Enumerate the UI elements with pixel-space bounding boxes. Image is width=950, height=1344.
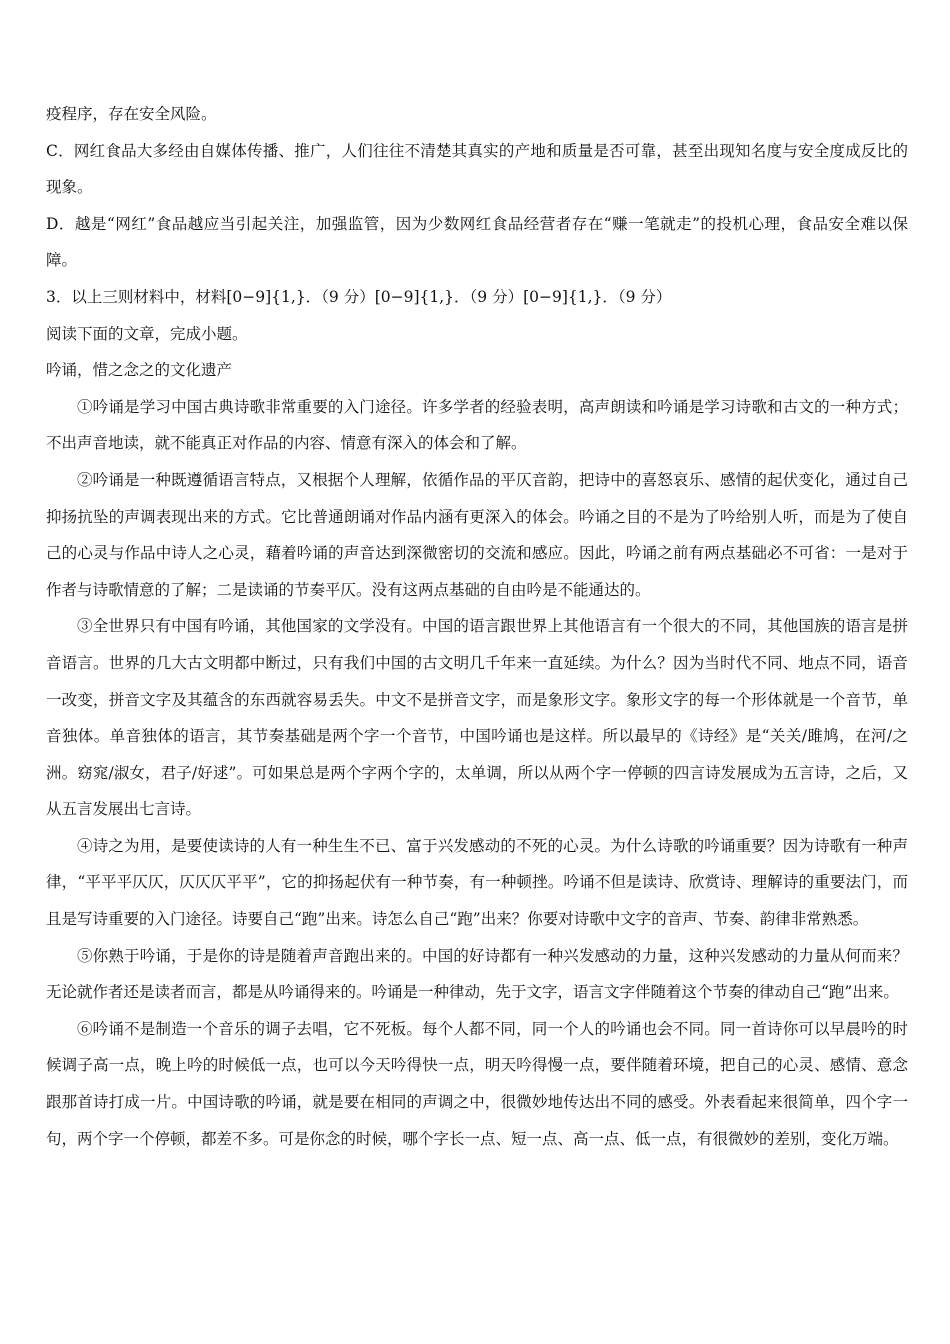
document-page [46, 96, 908, 1157]
article-paragraph-3: ③全世界只有中国有吟诵，其他国家的文学没有。中国的语言跟世界上其他语言有一个很大的不同，其他国族的语言是拼音语言。世界的几大古文明都中断过，只有我们中国的古文明几千年来一直延续。为什么？因为当时代不同、地点不同，语音一改变，拼音文字及其蕴含的东西就容易丢失。中文不是拼音文字，而是象形文字。象形文字的每一个形体就是一个音节，单音独体。单音独体的语言，其节奏基础是两个字一个音节，中国吟诵也是这样。所以最早的《诗经》是“关关/雎鸠，在河/之洲。窈窕/淑女，君子/好逑”。可如果总是两个字两个字的，太单调，所以从两个字一停顿的四言诗发展成为五言诗，之后，又从五言发展出七言诗。 [46, 617, 908, 819]
article-paragraph-1: ①吟诵是学习中国古典诗歌非常重要的入门途径。许多学者的经验表明，高声朗读和吟诵是学习诗歌和古文的一种方式；不出声音地读，就不能真正对作品的内容、情意有深入的体会和了解。 [46, 397, 908, 453]
article-paragraph-6: ⑥吟诵不是制造一个音乐的调子去唱，它不死板。每个人都不同，同一个人的吟诵也会不同。同一首诗你可以早晨吟的时候调子高一点，晚上吟的时候低一点，也可以今天吟得快一点，明天吟得慢一点，要伴随着环境，把自己的心灵、感情、意念跟那首诗打成一片。中国诗歌的吟诵，就是要在相同的声调之中，很微妙地传达出不同的感受。外表看起来很简单，四个字一句，两个字一个停顿，都差不多。可是你念的时候，哪个字长一点、短一点、高一点、低一点，有很微妙的差别，变化万端。 [46, 1019, 908, 1148]
option-c: C．网红食品大多经由自媒体传播、推广，人们往往不清楚其真实的产地和质量是否可靠，甚至出现知名度与安全度成反比的现象。 [46, 141, 908, 197]
option-b-tail: 疫程序，存在安全风险。 [46, 105, 217, 123]
option-d: D．越是“网红”食品越应当引起关注，加强监管，因为少数网红食品经营者存在“赚一笔就走”的投机心理，食品安全难以保障。 [46, 214, 908, 270]
reading-instruction: 阅读下面的文章，完成小题。 [46, 324, 248, 343]
article-paragraph-5: ⑤你熟于吟诵，于是你的诗是随着声音跑出来的。中国的好诗都有一种兴发感动的力量，这种兴发感动的力量从何而来？无论就作者还是读者而言，都是从吟诵得来的。吟诵是一种律动，先于文字，语言文字伴随着这个节奏的律动自己“跑”出来。 [46, 946, 908, 1002]
article-title: 吟诵，惜之念之的文化遗产 [46, 361, 233, 380]
article-paragraph-4: ④诗之为用，是要使读诗的人有一种生生不已、富于兴发感动的不死的心灵。为什么诗歌的吟诵重要？因为诗歌有一种声律，“平平平仄仄，仄仄仄平平”，它的抑扬起伏有一种节奏，有一种顿挫。吟诵不但是读诗、欣赏诗、理解诗的重要法门，而且是写诗重要的入门途径。诗要自己“跑”出来。诗怎么自己“跑”出来？你要对诗歌中文字的音声、节奏、韵律非常熟悉。 [46, 836, 908, 929]
question-3: 3．以上三则材料中，材料[0−9]{1,}．（9 分）[0−9]{1,}．（9 分）[0−9]{1,}．（9 分） [46, 287, 672, 306]
article-paragraph-2: ②吟诵是一种既遵循语言特点，又根据个人理解，依循作品的平仄音韵，把诗中的喜怒哀乐、感情的起伏变化，通过自己抑扬抗坠的声调表现出来的方式。它比普通朗诵对作品内涵有更深入的体会。吟诵之目的不是为了吟给别人听，而是为了使自己的心灵与作品中诗人之心灵，藉着吟诵的声音达到深微密切的交流和感应。因此，吟诵之前有两点基础必不可省：一是对于作者与诗歌情意的了解；二是读诵的节奏平仄。没有这两点基础的自由吟是不能通达的。 [46, 470, 908, 599]
